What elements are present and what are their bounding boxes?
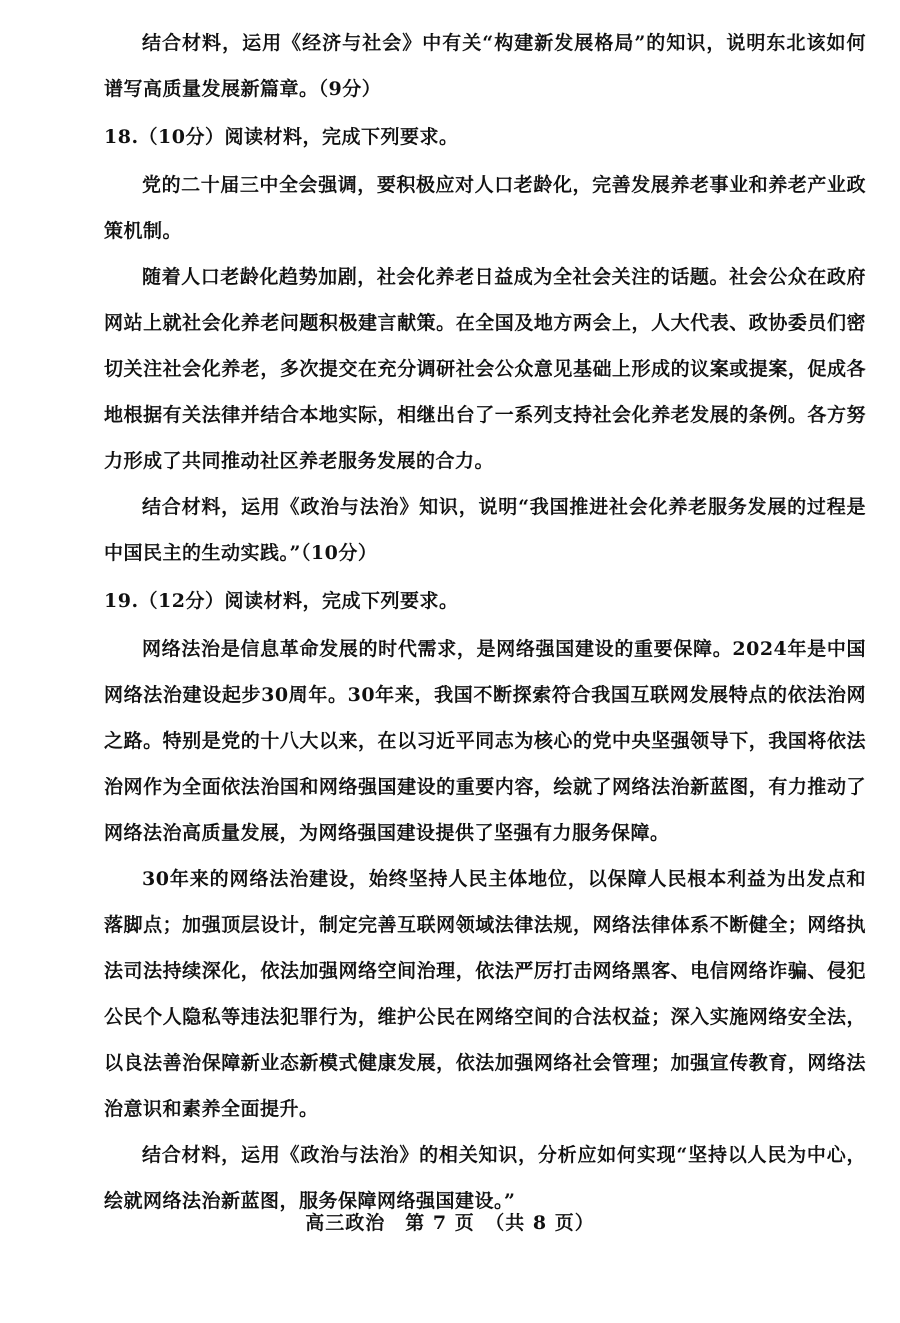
- page-footer: 高三政治 第 7 页 （共 8 页）: [305, 1212, 595, 1234]
- q19-material-para-1: 网络法治是信息革命发展的时代需求，是网络强国建设的重要保障。2024年是中国网络法治建设起步30周年。30年来，我国不断探索符合我国互联网发展特点的依法治网之路。特别是党的十八大以来，在以习近平同志为核心的党中央坚强领导下，我国将依法治网作为全面依法治国和网络强国建设的重要内容，绘就了网络法治新蓝图，有力推动了网络法治高质量发展，为网络强国建设提供了坚强有力服务保障。: [104, 638, 866, 844]
- page-content: [104, 20, 866, 1224]
- q17-task: 结合材料，运用《经济与社会》中有关“构建新发展格局”的知识，说明东北该如何谱写高质量发展新篇章。（9分）: [104, 32, 866, 100]
- q18-material-para-1: 党的二十届三中全会强调，要积极应对人口老龄化，完善发展养老事业和养老产业政策机制。: [104, 174, 866, 242]
- q19-task: 结合材料，运用《政治与法治》的相关知识，分析应如何实现“坚持以人民为中心，绘就网络法治新蓝图，服务保障网络强国建设。”: [104, 1144, 866, 1212]
- q18-heading: 18.（10分）阅读材料，完成下列要求。: [104, 126, 459, 148]
- q19-material-para-2: 30年来的网络法治建设，始终坚持人民主体地位，以保障人民根本利益为出发点和落脚点；加强顶层设计，制定完善互联网领域法律法规，网络法律体系不断健全；网络执法司法持续深化，依法加强网络空间治理，依法严厉打击网络黑客、电信网络诈骗、侵犯公民个人隐私等违法犯罪行为，维护公民在网络空间的合法权益；深入实施网络安全法，以良法善治保障新业态新模式健康发展，依法加强网络社会管理；加强宣传教育，网络法治意识和素养全面提升。: [104, 868, 866, 1120]
- q18-task: 结合材料，运用《政治与法治》知识，说明“我国推进社会化养老服务发展的过程是中国民主的生动实践。”（10分）: [104, 496, 866, 564]
- q18-material-para-2: 随着人口老龄化趋势加剧，社会化养老日益成为全社会关注的话题。社会公众在政府网站上就社会化养老问题积极建言献策。在全国及地方两会上，人大代表、政协委员们密切关注社会化养老，多次提交在充分调研社会公众意见基础上形成的议案或提案，促成各地根据有关法律并结合本地实际，相继出台了一系列支持社会化养老发展的条例。各方努力形成了共同推动社区养老服务发展的合力。: [104, 266, 866, 472]
- q19-heading: 19.（12分）阅读材料，完成下列要求。: [104, 590, 459, 612]
